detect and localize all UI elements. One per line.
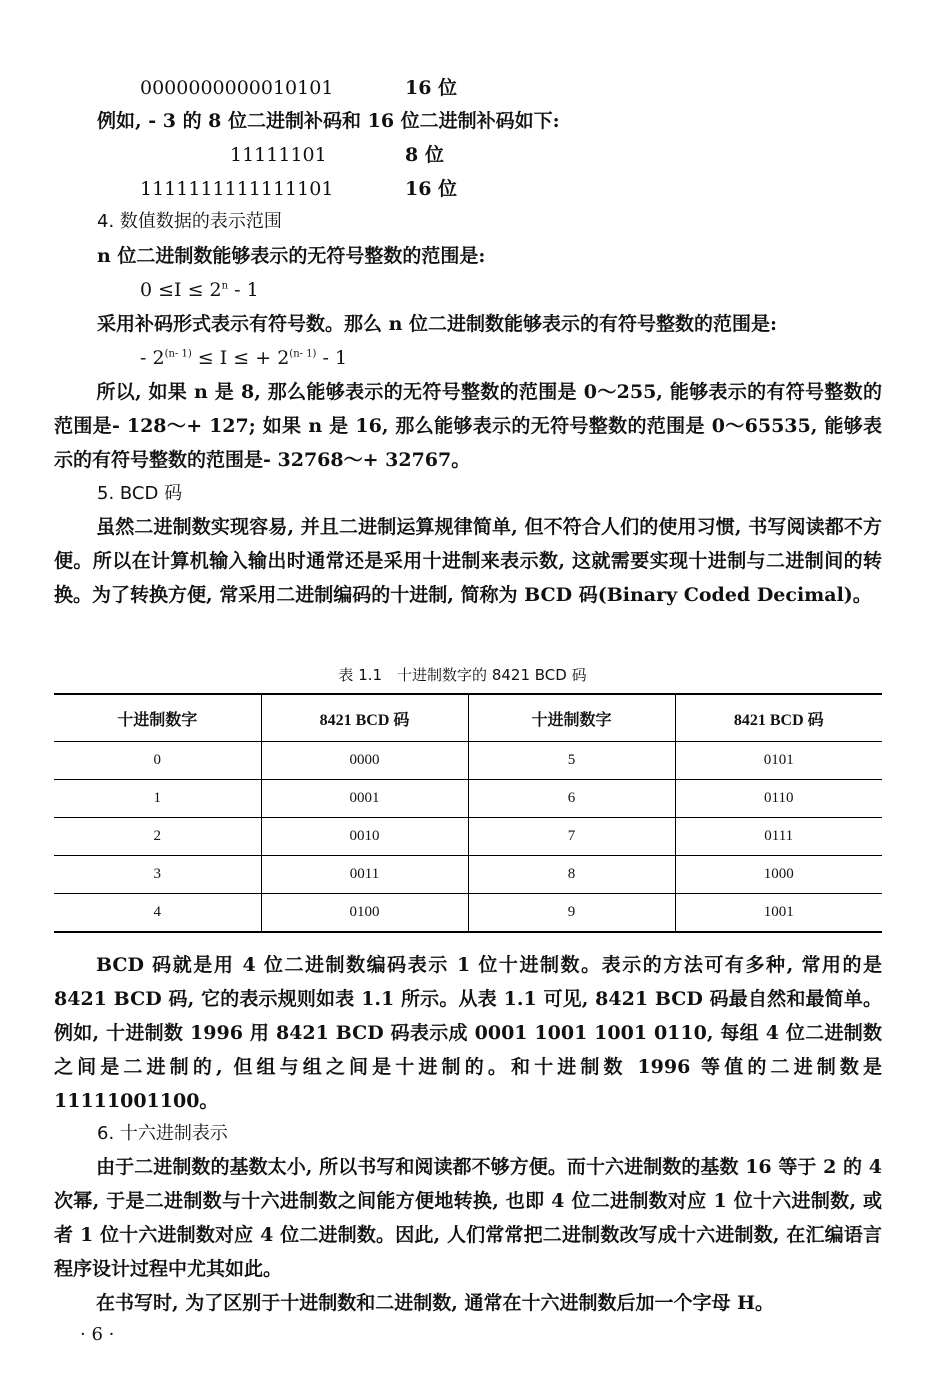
bcd-table [54, 693, 882, 933]
unsigned-range-intro: n 位二进制数能够表示的无符号整数的范围是: [97, 245, 486, 267]
signed-range-intro: 采用补码形式表示有符号数。那么 n 位二进制数能够表示的有符号整数的范围是: [97, 313, 778, 335]
header-decimal-1: 十进制数字 [54, 694, 261, 742]
table-cell: 0101 [675, 742, 882, 780]
code-8bit-minus3: 11111101 [230, 144, 327, 166]
formula-unsigned: $0 \le I \le 2^n - 1$ [140, 279, 259, 301]
table-cell: 6 [468, 780, 675, 818]
table-cell: 0 [54, 742, 261, 780]
table-cell: 0001 [261, 780, 468, 818]
header-decimal-2: 十进制数字 [468, 694, 675, 742]
table-cell: 0110 [675, 780, 882, 818]
paragraph-bcd-intro: 虽然二进制数实现容易, 并且二进制运算规律简单, 但不符合人们的使用习惯, 书写阅读都不方便。所以在计算机输入输出时通常还是采用十进制来表示数, 这就需要实现十进制与二进制间的转换。为了转换方便, 常采用二进制编码的十进制, 简称为 BCD 码(Binary Coded Decimal)。 [54, 516, 882, 606]
paragraph-range-example: 所以, 如果 n 是 8, 那么能够表示的无符号整数的范围是 0～255, 能够表示的有符号整数的范围是- 128～+ 127; 如果 n 是 16, 那么能够表示的无符号整数的范围是 0～65535, 能够表示的有符号整数的范围是- 32768～+ 32767。 [54, 381, 882, 471]
formula-signed: - 2$^{(n- 1)}$ ≤ I ≤ + $2^{(n- 1)} - 1$ [140, 347, 348, 369]
page-number: · 6 · [80, 1324, 115, 1345]
table-cell: 9 [468, 894, 675, 933]
table-header-row [54, 694, 882, 742]
paragraph-hex-suffix: 在书写时, 为了区别于十进制数和二进制数, 通常在十六进制数后加一个字母 H。 [96, 1292, 775, 1314]
section-heading-4: 4. 数值数据的表示范围 [97, 211, 282, 232]
table-cell: 2 [54, 818, 261, 856]
code-16bit-minus3: 1111111111111101 [140, 178, 334, 200]
table-cell: 0111 [675, 818, 882, 856]
bits-label-16b: 16 位 [405, 178, 458, 200]
table-cell: 0010 [261, 818, 468, 856]
table-cell: 7 [468, 818, 675, 856]
table-caption: 表 1.1 十进制数字的 8421 BCD 码 [338, 666, 587, 684]
section-heading-5: 5. BCD 码 [97, 483, 183, 504]
example-intro: 例如, - 3 的 8 位二进制补码和 16 位二进制补码如下: [97, 110, 560, 132]
table-row [54, 894, 882, 933]
header-bcd-2: 8421 BCD 码 [675, 694, 882, 742]
table-cell: 0000 [261, 742, 468, 780]
table-row [54, 780, 882, 818]
table-cell: 5 [468, 742, 675, 780]
code-16bit-15: 0000000000010101 [140, 77, 334, 99]
table-row [54, 742, 882, 780]
table-cell: 3 [54, 856, 261, 894]
table-cell: 0100 [261, 894, 468, 933]
table-row [54, 856, 882, 894]
table-cell: 4 [54, 894, 261, 933]
paragraph-bcd-rules: BCD 码就是用 4 位二进制数编码表示 1 位十进制数。表示的方法可有多种, 常用的是 8421 BCD 码, 它的表示规则如表 1.1 所示。从表 1.1 可见, 8421 BCD 码最自然和最简单。例如, 十进制数 1996 用 8421 BCD 码表示成 0001 1001 1001 0110, 每组 4 位二进制数之间是二进制的, 但组与组之间是十进制的。和十进制数 1996 等值的二进制数是 11111001100。 [54, 954, 882, 1112]
bits-label-8: 8 位 [405, 144, 444, 166]
table-cell: 1 [54, 780, 261, 818]
paragraph-hex-intro: 由于二进制数的基数太小, 所以书写和阅读都不够方便。而十六进制数的基数 16 等于 2 的 4 次幂, 于是二进制数与十六进制数之间能方便地转换, 也即 4 位二进制数对应 1 位十六进制数, 或者 1 位十六进制数对应 4 位二进制数。因此, 人们常常把二进制数改写成十六进制数, 在汇编语言程序设计过程中尤其如此。 [54, 1156, 882, 1280]
table-cell: 1001 [675, 894, 882, 933]
table-row [54, 818, 882, 856]
table-cell: 0011 [261, 856, 468, 894]
section-heading-6: 6. 十六进制表示 [97, 1123, 228, 1144]
header-bcd-1: 8421 BCD 码 [261, 694, 468, 742]
bits-label-16: 16 位 [405, 77, 458, 99]
table-cell: 1000 [675, 856, 882, 894]
table-cell: 8 [468, 856, 675, 894]
